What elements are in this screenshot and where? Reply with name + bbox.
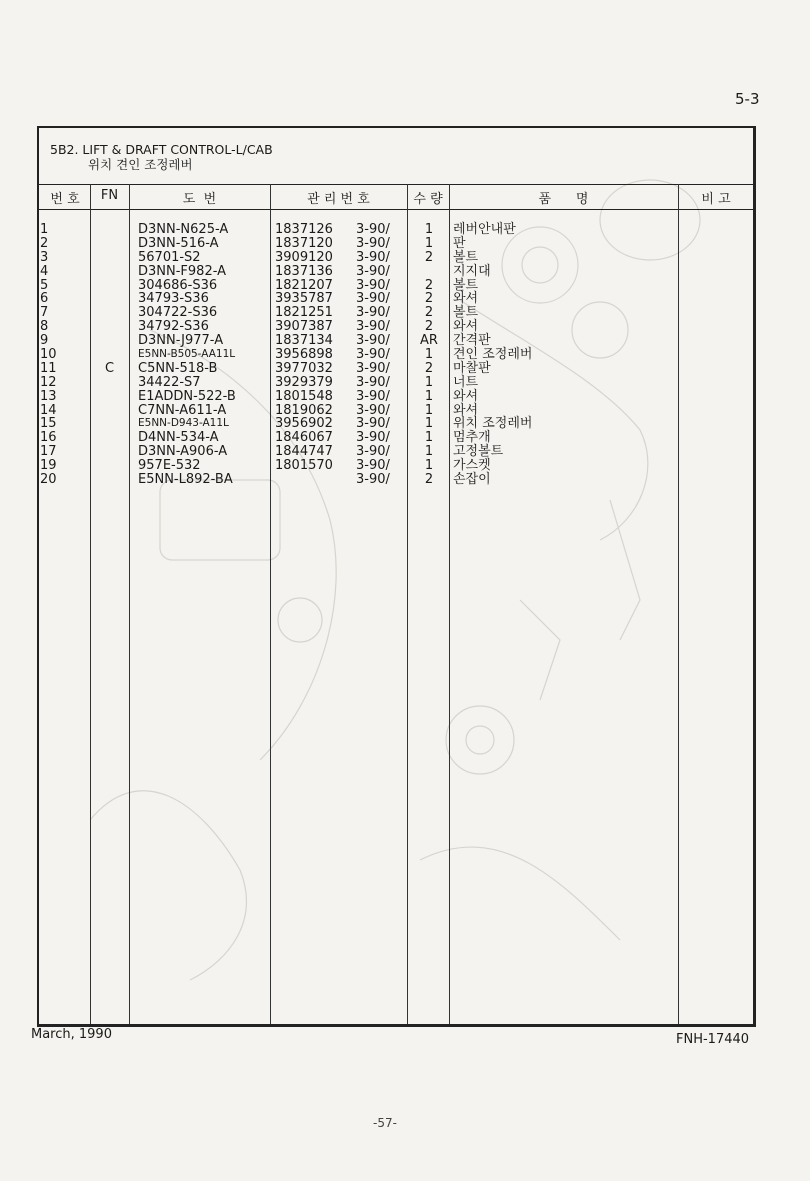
cell-fn bbox=[90, 265, 129, 279]
cell-no: 19 bbox=[40, 458, 57, 474]
cell-qty: 1 bbox=[424, 458, 434, 474]
column-part bbox=[138, 223, 236, 487]
cell-qty: 1 bbox=[424, 235, 434, 251]
cell-qty: 1 bbox=[424, 430, 434, 446]
cell-name: 마찰판 bbox=[453, 360, 491, 376]
page-number: -57- bbox=[373, 1116, 397, 1130]
cell-no: 13 bbox=[40, 388, 57, 404]
cell-no: 2 bbox=[40, 235, 49, 251]
column-fn bbox=[90, 223, 129, 487]
cell-name: 볼트 bbox=[453, 249, 479, 265]
col-divider-mgmt bbox=[270, 184, 271, 1024]
cell-date: 3-90/ bbox=[356, 291, 390, 307]
cell-part: C7NN-A611-A bbox=[138, 402, 227, 418]
cell-code: 1801570 bbox=[275, 458, 333, 474]
cell-date: 3-90/ bbox=[356, 388, 390, 404]
cell-part: D3NN-F982-A bbox=[138, 263, 227, 279]
cell-qty bbox=[407, 265, 451, 279]
cell-part: D3NN-J977-A bbox=[138, 333, 224, 349]
cell-no: 7 bbox=[40, 305, 49, 321]
cell-code: 3909120 bbox=[275, 249, 333, 265]
cell-no: 10 bbox=[40, 347, 57, 363]
column-date bbox=[356, 223, 390, 487]
cell-no: 1 bbox=[40, 222, 49, 237]
column-no bbox=[40, 223, 57, 487]
cell-date: 3-90/ bbox=[356, 430, 390, 446]
cell-date: 3-90/ bbox=[356, 333, 390, 349]
cell-qty: 2 bbox=[424, 319, 434, 335]
cell-date: 3-90/ bbox=[356, 402, 390, 418]
cell-code: 1837126 bbox=[275, 222, 333, 237]
cell-date: 3-90/ bbox=[356, 458, 390, 474]
cell-date: 3-90/ bbox=[356, 235, 390, 251]
cell-part: 957E-532 bbox=[138, 458, 201, 474]
cell-qty: AR bbox=[420, 333, 438, 349]
cell-code: 1837136 bbox=[275, 263, 333, 279]
cell-fn bbox=[90, 445, 129, 459]
cell-qty: 1 bbox=[424, 388, 434, 404]
cell-no: 6 bbox=[40, 291, 49, 307]
cell-part: 34793-S36 bbox=[138, 291, 209, 307]
column-qty bbox=[407, 223, 451, 487]
cell-code: 3935787 bbox=[275, 291, 333, 307]
cell-no: 15 bbox=[40, 416, 57, 432]
header-no: 번 호 bbox=[50, 192, 80, 207]
cell-code: 3929379 bbox=[275, 374, 333, 390]
header-fn: FN bbox=[100, 188, 119, 203]
cell-name: 볼트 bbox=[453, 305, 479, 321]
cell-date: 3-90/ bbox=[356, 416, 390, 432]
col-divider-remark bbox=[678, 184, 679, 1024]
section-title-block bbox=[50, 142, 273, 172]
cell-fn bbox=[90, 473, 129, 487]
header-bottom-rule bbox=[37, 209, 755, 210]
cell-date: 3-90/ bbox=[356, 277, 390, 293]
cell-fn bbox=[90, 306, 129, 320]
cell-qty: 1 bbox=[424, 374, 434, 390]
cell-part: 304722-S36 bbox=[138, 305, 218, 321]
cell-name: 레버안내판 bbox=[453, 222, 516, 237]
cell-date: 3-90/ bbox=[356, 319, 390, 335]
cell-part: 56701-S2 bbox=[138, 249, 201, 265]
section-subtitle: 위치 견인 조정레버 bbox=[88, 157, 193, 172]
cell-qty: 2 bbox=[424, 277, 434, 293]
cell-date: 3-90/ bbox=[356, 263, 390, 279]
cell-name: 가스켓 bbox=[453, 458, 491, 474]
cell-qty: 1 bbox=[424, 347, 434, 363]
cell-date: 3-90/ bbox=[356, 305, 390, 321]
cell-no: 11 bbox=[40, 360, 57, 376]
cell-name: 와셔 bbox=[453, 319, 479, 335]
cell-name: 와셔 bbox=[453, 402, 479, 418]
table-top-rule bbox=[37, 184, 755, 185]
cell-no: 3 bbox=[40, 249, 49, 265]
cell-no: 16 bbox=[40, 430, 57, 446]
cell-part: E1ADDN-522-B bbox=[138, 388, 236, 404]
header-qty: 수 량 bbox=[413, 192, 443, 207]
cell-no: 17 bbox=[40, 444, 57, 460]
cell-code: 3956902 bbox=[275, 416, 333, 432]
cell-fn bbox=[90, 376, 129, 390]
cell-fn bbox=[90, 431, 129, 445]
column-name bbox=[453, 223, 532, 487]
cell-qty: 1 bbox=[424, 402, 434, 418]
cell-code: 1837120 bbox=[275, 235, 333, 251]
cell-fn bbox=[90, 223, 129, 237]
section-title: 5B2. LIFT & DRAFT CONTROL-L/CAB bbox=[50, 142, 273, 157]
cell-code: 1821207 bbox=[275, 277, 333, 293]
cell-part: E5NN-B505-AA11L bbox=[138, 348, 236, 361]
cell-date: 3-90/ bbox=[356, 222, 390, 237]
header-remark: 비 고 bbox=[701, 192, 731, 207]
header-name: 품 명 bbox=[538, 192, 589, 207]
cell-name: 볼트 bbox=[453, 277, 479, 293]
cell-qty: 1 bbox=[424, 444, 434, 460]
cell-part: 34422-S7 bbox=[138, 374, 201, 390]
cell-code: 1846067 bbox=[275, 430, 333, 446]
cell-code: 1837134 bbox=[275, 333, 333, 349]
cell-fn bbox=[90, 251, 129, 265]
cell-name: 너트 bbox=[453, 374, 479, 390]
cell-name: 견인 조정레버 bbox=[453, 347, 533, 363]
cell-code bbox=[275, 473, 333, 487]
cell-fn bbox=[90, 459, 129, 473]
cell-fn bbox=[90, 417, 129, 431]
cell-part: D4NN-534-A bbox=[138, 430, 219, 446]
cell-qty: 2 bbox=[424, 472, 434, 488]
cell-no: 8 bbox=[40, 319, 49, 335]
cell-qty: 2 bbox=[424, 360, 434, 376]
cell-qty: 1 bbox=[424, 222, 434, 237]
cell-qty: 2 bbox=[424, 249, 434, 265]
cell-part: E5NN-D943-A11L bbox=[138, 417, 229, 430]
cell-name: 판 bbox=[453, 235, 466, 251]
cell-qty: 2 bbox=[424, 305, 434, 321]
cell-name: 와셔 bbox=[453, 388, 479, 404]
cell-code: 3956898 bbox=[275, 347, 333, 363]
header-part: 도 번 bbox=[182, 192, 217, 207]
cell-name: 고정볼트 bbox=[453, 444, 504, 460]
cell-date: 3-90/ bbox=[356, 444, 390, 460]
cell-date: 3-90/ bbox=[356, 374, 390, 390]
cell-no: 5 bbox=[40, 277, 49, 293]
cell-part: D3NN-N625-A bbox=[138, 222, 229, 237]
cell-part: C5NN-518-B bbox=[138, 360, 218, 376]
cell-name: 간격판 bbox=[453, 333, 491, 349]
cell-fn bbox=[90, 404, 129, 418]
cell-fn bbox=[90, 348, 129, 362]
cell-part: D3NN-A906-A bbox=[138, 444, 228, 460]
cell-part: 34792-S36 bbox=[138, 319, 209, 335]
cell-code: 1801548 bbox=[275, 388, 333, 404]
cell-fn: C bbox=[104, 360, 115, 376]
cell-no: 4 bbox=[40, 263, 49, 279]
cell-fn bbox=[90, 334, 129, 348]
cell-code: 1844747 bbox=[275, 444, 333, 460]
cell-name: 위치 조정레버 bbox=[453, 416, 533, 432]
section-page-number: 5-3 bbox=[735, 90, 760, 108]
cell-date: 3-90/ bbox=[356, 360, 390, 376]
cell-qty: 2 bbox=[424, 291, 434, 307]
cell-date: 3-90/ bbox=[356, 249, 390, 265]
cell-fn bbox=[90, 279, 129, 293]
cell-code: 1819062 bbox=[275, 402, 333, 418]
cell-no: 12 bbox=[40, 374, 57, 390]
column-code bbox=[275, 223, 333, 487]
header-mgmt: 관 리 번 호 bbox=[307, 192, 370, 207]
cell-qty: 1 bbox=[424, 416, 434, 432]
cell-part: D3NN-516-A bbox=[138, 235, 219, 251]
cell-name: 지지대 bbox=[453, 263, 491, 279]
cell-no: 20 bbox=[40, 472, 57, 488]
footer-date: March, 1990 bbox=[31, 1027, 112, 1042]
cell-date: 3-90/ bbox=[356, 472, 390, 488]
cell-name: 멈추개 bbox=[453, 430, 491, 446]
cell-no: 14 bbox=[40, 402, 57, 418]
cell-code: 3977032 bbox=[275, 360, 333, 376]
cell-fn bbox=[90, 292, 129, 306]
cell-fn bbox=[90, 237, 129, 251]
cell-name: 와셔 bbox=[453, 291, 479, 307]
cell-code: 1821251 bbox=[275, 305, 333, 321]
cell-name: 손잡이 bbox=[453, 472, 491, 488]
col-divider-part bbox=[129, 184, 130, 1024]
cell-code: 3907387 bbox=[275, 319, 333, 335]
cell-no: 9 bbox=[40, 333, 49, 349]
cell-date: 3-90/ bbox=[356, 347, 390, 363]
cell-fn bbox=[90, 390, 129, 404]
cell-fn bbox=[90, 320, 129, 334]
footer-code: FNH-17440 bbox=[676, 1032, 750, 1047]
cell-part: 304686-S36 bbox=[138, 277, 218, 293]
cell-part: E5NN-L892-BA bbox=[138, 472, 233, 488]
